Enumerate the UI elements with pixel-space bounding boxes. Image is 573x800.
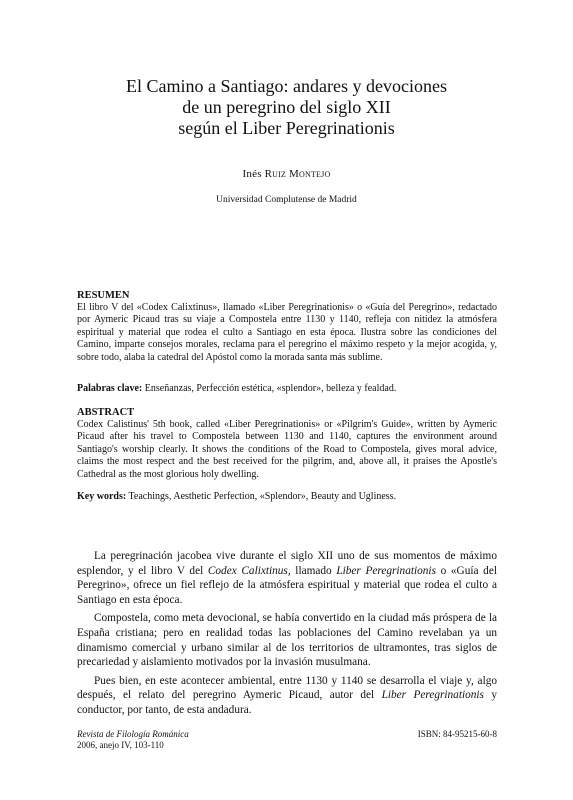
key-words-text: Teachings, Aesthetic Perfection, «Splendor», Beauty and Ugliness. bbox=[128, 491, 397, 502]
footer-issue: 2006, anejo IV, 103-110 bbox=[77, 739, 164, 750]
abstract-heading: ABSTRACT bbox=[77, 407, 135, 418]
body-paragraph-3 bbox=[77, 674, 497, 718]
body-paragraph-1 bbox=[77, 549, 497, 607]
key-words bbox=[77, 491, 497, 503]
resumen-text: El libro V del «Codex Calixtinus», llamado «Liber Peregrinationis» o «Guía del Peregrino», redactado por Aymeric Picaud tras su viaje a Compostela entre 1130 y 1140, refleja con nitidez la atmósfera espiritual y material que rodea el culto a Santiago en esta época. Ilustra sobre las condiciones del Camino, imparte consejos morales, reclama para el peregrino el máximo respeto y la mejor acogida, y, sobre todo, alaba la catedral del Apóstol como la morada santa más sublime. bbox=[77, 302, 497, 363]
author-name-text bbox=[243, 168, 331, 180]
title-line-2: de un peregrino del siglo XII bbox=[182, 97, 391, 117]
resumen-section bbox=[77, 290, 497, 364]
p3-text-b: y conductor, por tanto, de esta andadura. bbox=[77, 689, 497, 716]
p1-text-b: llamado bbox=[290, 564, 337, 577]
abstract-text: Codex Calistinus' 5th book, called «Liber Peregrinationis» or «Pilgrim's Guide», written by Aymeric Picaud after his travel to Compostela between 1130 and 1140, captures the environment around Santiago's worship clearly. It shows the conditions of the Road to Compostela, gives moral advice, claims the most respect and the best received for the pilgrim, and, above all, it praises the Apostle's Cathedral as the most glorious holy dwelling. bbox=[77, 419, 497, 480]
abstract-section bbox=[77, 407, 497, 481]
title-line-3: según el Liber Peregrinationis bbox=[178, 118, 395, 138]
key-words-label: Key words: bbox=[77, 491, 127, 502]
article-title bbox=[60, 76, 513, 139]
footer-journal: Revista de Filología Románica bbox=[77, 729, 189, 739]
author-name bbox=[60, 168, 513, 180]
author-affiliation: Universidad Complutense de Madrid bbox=[216, 195, 357, 205]
p1-text-a: La peregrinación jacobea vive durante el siglo XII uno de sus momentos de máximo esplendor, y el libro V del bbox=[77, 550, 497, 577]
p1-italic-liber: Liber Peregrinationis bbox=[336, 564, 436, 577]
p1-italic-codex: Codex Calixtinus, bbox=[207, 564, 291, 577]
p3-italic-liber: Liber Peregrinationis bbox=[381, 689, 484, 702]
footer-citation bbox=[77, 729, 189, 750]
palabras-clave-text: Enseñanzas, Perfección estética, «splendor», belleza y fealdad. bbox=[144, 383, 397, 394]
palabras-clave bbox=[77, 383, 497, 395]
title-line-1: El Camino a Santiago: andares y devociones bbox=[126, 76, 447, 96]
p3-text-a: Pues bien, en este acontecer ambiental, entre 1130 y 1140 se desarrolla el viaje y, algo después, el relato del peregrino Aymeric Picaud, autor del bbox=[77, 674, 497, 702]
article-body bbox=[77, 549, 497, 722]
palabras-clave-label: Palabras clave: bbox=[77, 383, 143, 394]
body-paragraph-2: Compostela, como meta devocional, se había convertido en la ciudad más próspera de la España cristiana; pero en realidad todas las poblaciones del Camino revelaban ya un dinamismo comercial y urbano similar al de los territorios de ultramontes, tras siglos de precariedad y aislamiento motivados por la invasión musulmana. bbox=[77, 612, 497, 669]
author-given-name: Inés bbox=[242, 168, 265, 180]
resumen-heading: RESUMEN bbox=[77, 290, 130, 301]
footer-isbn: ISBN: 84-95215-60-8 bbox=[417, 729, 497, 739]
p1-text-c: o «Guía del Peregrino», ofrece un fiel reflejo de la atmósfera espiritual y material que rodea el culto a Santiago en esta época. bbox=[77, 564, 497, 606]
author-surname: Ruiz Montejo bbox=[264, 168, 331, 180]
